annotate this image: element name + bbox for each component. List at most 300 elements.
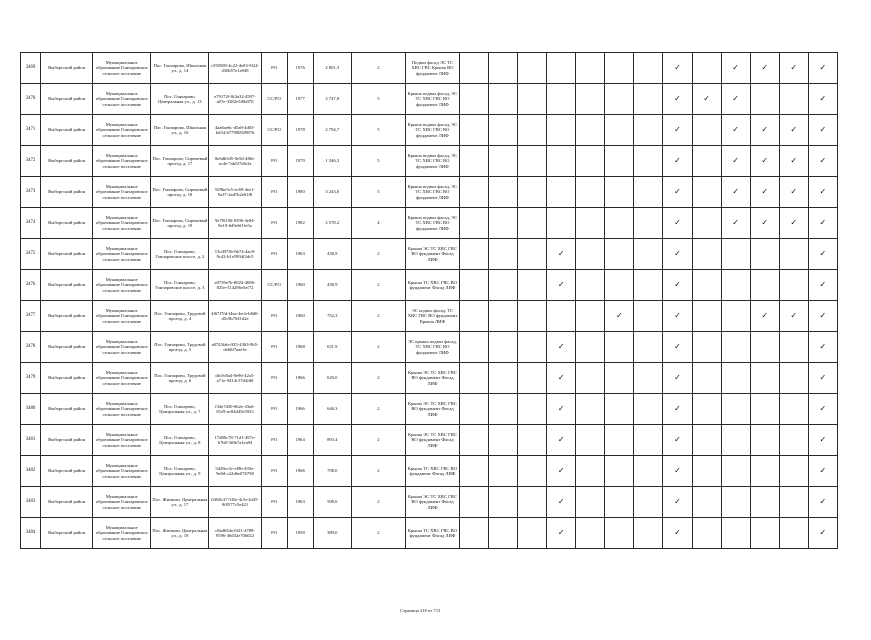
year-cell: 1979 xyxy=(287,146,313,177)
checkmark-cell xyxy=(518,115,547,146)
works-cell: Крыша подвал фасад, ЭС ТС ХВС ГВС ВО фундамент ЛИФ xyxy=(405,146,459,177)
row-number: 3483 xyxy=(21,487,41,518)
checkmark-cell xyxy=(518,177,547,208)
ownership-type-cell: СС/РО xyxy=(261,270,287,301)
checkmark-cell xyxy=(779,456,808,487)
table-row xyxy=(21,394,838,425)
district-cell: Выборгский район xyxy=(41,456,93,487)
address-cell: Пос. Гончарово, Сиреневый проезд, д. 17 xyxy=(151,146,209,177)
checkmark-cell: ✓ xyxy=(808,363,837,394)
checkmark-cell xyxy=(750,239,779,270)
table-row xyxy=(21,363,838,394)
checkmark-cell xyxy=(721,518,750,549)
checkmark-cell xyxy=(692,146,721,177)
checkmark-cell: ✓ xyxy=(750,208,779,239)
checkmark-cell xyxy=(634,301,663,332)
building-id-cell: f2f60c37-3f5e-4c5e-b4f5-9f0577c5e421 xyxy=(209,487,261,518)
checkmark-cell: ✓ xyxy=(547,363,576,394)
checkmark-cell: ✓ xyxy=(779,53,808,84)
checkmark-cell: ✓ xyxy=(808,301,837,332)
municipality-cell: Муниципальное образование Гончаровское сельское поселение xyxy=(93,239,151,270)
building-id-cell: 5d29ec3c-ef9b-493e-9e0d-c22d6e076798 xyxy=(209,456,261,487)
checkmark-cell xyxy=(576,146,605,177)
building-id-cell: dfc0c8a4-0e96-42a5-a71e-9414c57d4fd8 xyxy=(209,363,261,394)
row-number: 3474 xyxy=(21,208,41,239)
checkmark-cell xyxy=(489,332,518,363)
checkmark-cell xyxy=(721,394,750,425)
ownership-type-cell: РО xyxy=(261,487,287,518)
checkmark-cell xyxy=(518,239,547,270)
checkmark-cell: ✓ xyxy=(750,177,779,208)
checkmark-cell xyxy=(634,146,663,177)
row-number: 3482 xyxy=(21,456,41,487)
ownership-type-cell: РО xyxy=(261,332,287,363)
checkmark-cell: ✓ xyxy=(808,115,837,146)
checkmark-cell: ✓ xyxy=(721,177,750,208)
address-cell: Пос. Гончарово, Центральная ул., д. 13 xyxy=(151,84,209,115)
floors-cell: 5 xyxy=(351,84,405,115)
checkmark-cell xyxy=(576,425,605,456)
building-id-cell: 17d00c78-71d1-497e-b7b0-3f6b7a1ea94 xyxy=(209,425,261,456)
year-cell: 1976 xyxy=(287,53,313,84)
ownership-type-cell: СС/РО xyxy=(261,84,287,115)
checkmark-cell: ✓ xyxy=(547,487,576,518)
checkmark-cell xyxy=(576,53,605,84)
checkmark-cell xyxy=(779,239,808,270)
district-cell: Выборгский район xyxy=(41,425,93,456)
checkmark-cell xyxy=(576,456,605,487)
district-cell: Выборгский район xyxy=(41,518,93,549)
district-cell: Выборгский район xyxy=(41,363,93,394)
area-cell: 2 578,2 xyxy=(313,208,351,239)
checkmark-cell xyxy=(576,177,605,208)
checkmark-cell xyxy=(489,487,518,518)
checkmark-cell: ✓ xyxy=(547,518,576,549)
checkmark-cell xyxy=(634,332,663,363)
checkmark-cell xyxy=(750,456,779,487)
building-id-cell: e0759e7b-8024-4696-825e-514296e5ef72 xyxy=(209,270,261,301)
checkmark-cell xyxy=(460,208,489,239)
checkmark-cell xyxy=(605,487,634,518)
district-cell: Выборгский район xyxy=(41,394,93,425)
municipality-cell: Муниципальное образование Гончаровское сельское поселение xyxy=(93,332,151,363)
checkmark-cell: ✓ xyxy=(663,518,692,549)
checkmark-cell xyxy=(750,394,779,425)
row-number: 3469 xyxy=(21,53,41,84)
checkmark-cell: ✓ xyxy=(779,301,808,332)
district-cell: Выборгский район xyxy=(41,332,93,363)
area-cell: 438,9 xyxy=(313,239,351,270)
ownership-type-cell: РО xyxy=(261,456,287,487)
checkmark-cell xyxy=(692,456,721,487)
checkmark-cell: ✓ xyxy=(808,208,837,239)
checkmark-cell xyxy=(489,115,518,146)
year-cell: 1960 xyxy=(287,301,313,332)
municipality-cell: Муниципальное образование Гончаровское сельское поселение xyxy=(93,363,151,394)
municipality-cell: Муниципальное образование Гончаровское сельское поселение xyxy=(93,177,151,208)
checkmark-cell xyxy=(750,425,779,456)
works-cell: Крыша ЭС ТС ХВС ГВС ВО фундамент Фасад ЛИФ xyxy=(405,425,459,456)
checkmark-cell: ✓ xyxy=(605,301,634,332)
checkmark-cell xyxy=(605,84,634,115)
checkmark-cell xyxy=(489,518,518,549)
checkmark-cell xyxy=(692,332,721,363)
checkmark-cell xyxy=(518,301,547,332)
municipality-cell: Муниципальное образование Гончаровское сельское поселение xyxy=(93,84,151,115)
row-number: 3477 xyxy=(21,301,41,332)
municipality-cell: Муниципальное образование Гончаровское сельское поселение xyxy=(93,270,151,301)
row-number: 3481 xyxy=(21,425,41,456)
works-cell: Крыша ТС ХВС ГВС ВО фундамент Фасад ЛИФ xyxy=(405,270,459,301)
district-cell: Выборгский район xyxy=(41,487,93,518)
checkmark-cell xyxy=(576,518,605,549)
floors-cell: 2 xyxy=(351,332,405,363)
checkmark-cell xyxy=(692,363,721,394)
checkmark-cell xyxy=(634,425,663,456)
checkmark-cell: ✓ xyxy=(721,115,750,146)
row-number: 3484 xyxy=(21,518,41,549)
checkmark-cell: ✓ xyxy=(663,239,692,270)
area-cell: 389,0 xyxy=(313,518,351,549)
checkmark-cell xyxy=(489,363,518,394)
checkmark-cell: ✓ xyxy=(721,84,750,115)
floors-cell: 2 xyxy=(351,518,405,549)
checkmark-cell xyxy=(547,53,576,84)
checkmark-cell: ✓ xyxy=(779,177,808,208)
municipality-cell: Муниципальное образование Гончаровское сельское поселение xyxy=(93,394,151,425)
checkmark-cell xyxy=(460,301,489,332)
address-cell: Пос. Житково, Центральная ул., д. 18 xyxy=(151,518,209,549)
checkmark-cell xyxy=(460,115,489,146)
checkmark-cell xyxy=(460,363,489,394)
checkmark-cell xyxy=(460,332,489,363)
checkmark-cell: ✓ xyxy=(808,425,837,456)
checkmark-cell: ✓ xyxy=(808,239,837,270)
checkmark-cell: ✓ xyxy=(663,270,692,301)
checkmark-cell: ✓ xyxy=(663,146,692,177)
area-cell: 2 794,7 xyxy=(313,115,351,146)
ownership-type-cell: РО xyxy=(261,301,287,332)
floors-cell: 2 xyxy=(351,270,405,301)
checkmark-cell xyxy=(779,84,808,115)
checkmark-cell xyxy=(634,270,663,301)
year-cell: 1966 xyxy=(287,394,313,425)
checkmark-cell xyxy=(605,239,634,270)
ownership-type-cell: РО xyxy=(261,518,287,549)
area-cell: 893,4 xyxy=(313,425,351,456)
checkmark-cell xyxy=(460,487,489,518)
ownership-type-cell: РО xyxy=(261,208,287,239)
area-cell: 438,9 xyxy=(313,270,351,301)
checkmark-cell xyxy=(605,425,634,456)
table-row xyxy=(21,146,838,177)
checkmark-cell: ✓ xyxy=(808,177,837,208)
checkmark-cell xyxy=(460,394,489,425)
building-id-cell: e79172f-0f4a32-4597-a07e-3382e5f0b070 xyxy=(209,84,261,115)
area-cell: 798,0 xyxy=(313,456,351,487)
checkmark-cell xyxy=(750,518,779,549)
municipality-cell: Муниципальное образование Гончаровское сельское поселение xyxy=(93,456,151,487)
checkmark-cell xyxy=(634,239,663,270)
checkmark-cell xyxy=(605,270,634,301)
area-cell: 2 801,3 xyxy=(313,53,351,84)
checkmark-cell xyxy=(779,363,808,394)
checkmark-cell xyxy=(489,456,518,487)
checkmark-cell xyxy=(692,270,721,301)
checkmark-cell: ✓ xyxy=(692,84,721,115)
ownership-type-cell: РО xyxy=(261,425,287,456)
checkmark-cell xyxy=(721,363,750,394)
municipality-cell: Муниципальное образование Гончаровское сельское поселение xyxy=(93,208,151,239)
area-cell: 598,6 xyxy=(313,487,351,518)
checkmark-cell xyxy=(779,270,808,301)
checkmark-cell xyxy=(605,146,634,177)
building-id-cell: 4f67f7fd-f4ea-4ecb-b8d0-d5c9b7041d2e xyxy=(209,301,261,332)
checkmark-cell xyxy=(692,53,721,84)
table-row xyxy=(21,53,838,84)
checkmark-cell xyxy=(460,239,489,270)
checkmark-cell xyxy=(750,487,779,518)
checkmark-cell xyxy=(692,208,721,239)
checkmark-cell xyxy=(460,425,489,456)
checkmark-cell xyxy=(518,363,547,394)
checkmark-cell: ✓ xyxy=(663,115,692,146)
checkmark-cell xyxy=(547,115,576,146)
checkmark-cell: ✓ xyxy=(663,208,692,239)
district-cell: Выборгский район xyxy=(41,270,93,301)
checkmark-cell xyxy=(721,425,750,456)
checkmark-cell xyxy=(721,332,750,363)
checkmark-cell xyxy=(576,363,605,394)
checkmark-cell: ✓ xyxy=(808,456,837,487)
checkmark-cell: ✓ xyxy=(779,146,808,177)
checkmark-cell xyxy=(489,84,518,115)
checkmark-cell xyxy=(489,301,518,332)
checkmark-cell xyxy=(460,53,489,84)
checkmark-cell xyxy=(489,239,518,270)
year-cell: 1982 xyxy=(287,208,313,239)
floors-cell: 2 xyxy=(351,487,405,518)
table-row xyxy=(21,84,838,115)
checkmark-cell: ✓ xyxy=(808,84,837,115)
checkmark-cell xyxy=(634,363,663,394)
ownership-type-cell: РО xyxy=(261,53,287,84)
address-cell: Пос. Житково, Центральная ул., д. 17 xyxy=(151,487,209,518)
address-cell: Пос. Гончарово, Центральная ул., д. 8 xyxy=(151,425,209,456)
checkmark-cell xyxy=(547,146,576,177)
checkmark-cell xyxy=(692,394,721,425)
checkmark-cell xyxy=(518,53,547,84)
checkmark-cell xyxy=(721,487,750,518)
checkmark-cell xyxy=(576,394,605,425)
ownership-type-cell: СС/РО xyxy=(261,115,287,146)
table-row xyxy=(21,239,838,270)
municipality-cell: Муниципальное образование Гончаровское сельское поселение xyxy=(93,146,151,177)
area-cell: 629,0 xyxy=(313,363,351,394)
district-cell: Выборгский район xyxy=(41,84,93,115)
checkmark-cell xyxy=(518,518,547,549)
checkmark-cell xyxy=(634,115,663,146)
checkmark-cell xyxy=(518,208,547,239)
district-cell: Выборгский район xyxy=(41,146,93,177)
floors-cell: 2 xyxy=(351,394,405,425)
checkmark-cell: ✓ xyxy=(547,270,576,301)
floors-cell: 2 xyxy=(351,239,405,270)
checkmark-cell xyxy=(721,301,750,332)
checkmark-cell: ✓ xyxy=(750,146,779,177)
year-cell: 1966 xyxy=(287,363,313,394)
row-number: 3479 xyxy=(21,363,41,394)
building-id-cell: c558508-4c22-4e03-9f24-430b57e1a948 xyxy=(209,53,261,84)
checkmark-cell xyxy=(605,177,634,208)
checkmark-cell: ✓ xyxy=(721,208,750,239)
area-cell: 2 747,8 xyxy=(313,84,351,115)
checkmark-cell xyxy=(634,177,663,208)
area-cell: 646,3 xyxy=(313,394,351,425)
table-row xyxy=(21,115,838,146)
checkmark-cell xyxy=(692,518,721,549)
building-id-cell: 929be5c5-ec69-4ee1-9a37-2ad7b2e61f8 xyxy=(209,177,261,208)
checkmark-cell xyxy=(779,518,808,549)
checkmark-cell: ✓ xyxy=(547,239,576,270)
works-cell: Крыша ЭС ТС ХВС ГВС ВО фундамент Фасад ЛИФ xyxy=(405,239,459,270)
table-row xyxy=(21,177,838,208)
checkmark-cell: ✓ xyxy=(663,425,692,456)
district-cell: Выборгский район xyxy=(41,115,93,146)
ownership-type-cell: РО xyxy=(261,363,287,394)
table-row xyxy=(21,332,838,363)
checkmark-cell: ✓ xyxy=(808,518,837,549)
checkmark-cell xyxy=(634,456,663,487)
checkmark-cell xyxy=(692,487,721,518)
row-number: 3476 xyxy=(21,270,41,301)
checkmark-cell xyxy=(779,394,808,425)
checkmark-cell: ✓ xyxy=(808,394,837,425)
checkmark-cell xyxy=(721,270,750,301)
page-footer: Страница 218 из 713 xyxy=(400,608,441,613)
checkmark-cell: ✓ xyxy=(808,146,837,177)
checkmark-cell xyxy=(779,487,808,518)
checkmark-cell xyxy=(634,487,663,518)
checkmark-cell xyxy=(518,146,547,177)
table-row xyxy=(21,487,838,518)
checkmark-cell: ✓ xyxy=(779,208,808,239)
checkmark-cell xyxy=(576,115,605,146)
checkmark-cell xyxy=(692,177,721,208)
checkmark-cell: ✓ xyxy=(663,487,692,518)
building-id-cell: 4aa6ae6c-d5a8-4d05-bd34-b7790092987b xyxy=(209,115,261,146)
floors-cell: 2 xyxy=(351,456,405,487)
checkmark-cell xyxy=(605,363,634,394)
municipality-cell: Муниципальное образование Гончаровское сельское поселение xyxy=(93,518,151,549)
municipality-cell: Муниципальное образование Гончаровское сельское поселение xyxy=(93,487,151,518)
building-id-cell: a0743fab-ff25-4363-9b5-deb0f7aae3e xyxy=(209,332,261,363)
address-cell: Пос. Гончарово, Школьная ул., д. 14 xyxy=(151,53,209,84)
checkmark-cell xyxy=(576,208,605,239)
register-sheet xyxy=(20,52,838,549)
checkmark-cell: ✓ xyxy=(663,332,692,363)
checkmark-cell xyxy=(576,301,605,332)
row-number: 3478 xyxy=(21,332,41,363)
checkmark-cell xyxy=(460,177,489,208)
municipality-cell: Муниципальное образование Гончаровское сельское поселение xyxy=(93,53,151,84)
ownership-type-cell: РО xyxy=(261,177,287,208)
checkmark-cell: ✓ xyxy=(663,363,692,394)
checkmark-cell xyxy=(692,115,721,146)
checkmark-cell xyxy=(489,208,518,239)
checkmark-cell xyxy=(605,518,634,549)
checkmark-cell xyxy=(576,332,605,363)
checkmark-cell xyxy=(518,487,547,518)
year-cell: 1963 xyxy=(287,239,313,270)
checkmark-cell xyxy=(721,456,750,487)
checkmark-cell xyxy=(460,270,489,301)
checkmark-cell xyxy=(576,487,605,518)
year-cell: 1963 xyxy=(287,487,313,518)
works-cell: Крыша подвал фасад, ЭС ТС ХВС ГВС ВО фундамент ЛИФ xyxy=(405,177,459,208)
checkmark-cell xyxy=(518,332,547,363)
ownership-type-cell: РО xyxy=(261,394,287,425)
checkmark-cell xyxy=(779,425,808,456)
checkmark-cell xyxy=(605,208,634,239)
row-number: 3470 xyxy=(21,84,41,115)
checkmark-cell xyxy=(721,239,750,270)
floors-cell: 5 xyxy=(351,146,405,177)
year-cell: 1977 xyxy=(287,84,313,115)
floors-cell: 2 xyxy=(351,301,405,332)
address-cell: Пос. Гончарово, Центральная ул., д. 7 xyxy=(151,394,209,425)
checkmark-cell xyxy=(605,456,634,487)
checkmark-cell: ✓ xyxy=(663,177,692,208)
checkmark-cell xyxy=(750,363,779,394)
building-id-cell: 8e6db5d5-0e5d-4f6b-ac4e-7ab5f7dfe2a xyxy=(209,146,261,177)
year-cell: 1958 xyxy=(287,518,313,549)
checkmark-cell: ✓ xyxy=(547,332,576,363)
works-cell: Крыша ТС ХВС ГВС ВО фундамент Фасад ЛИФ xyxy=(405,518,459,549)
district-cell: Выборгский район xyxy=(41,53,93,84)
housing-register-table xyxy=(20,52,838,549)
district-cell: Выборгский район xyxy=(41,177,93,208)
row-number: 3473 xyxy=(21,177,41,208)
floors-cell: 5 xyxy=(351,115,405,146)
floors-cell: 2 xyxy=(351,363,405,394)
checkmark-cell: ✓ xyxy=(721,53,750,84)
floors-cell: 2 xyxy=(351,425,405,456)
checkmark-cell xyxy=(547,177,576,208)
address-cell: Пос. Гончарово, Трудовой проезд, д. 6 xyxy=(151,363,209,394)
checkmark-cell xyxy=(489,146,518,177)
municipality-cell: Муниципальное образование Гончаровское сельское поселение xyxy=(93,425,151,456)
checkmark-cell xyxy=(692,425,721,456)
area-cell: 1 346,3 xyxy=(313,146,351,177)
table-row xyxy=(21,456,838,487)
checkmark-cell xyxy=(547,84,576,115)
municipality-cell: Муниципальное образование Гончаровское сельское поселение xyxy=(93,301,151,332)
address-cell: Пос. Гончарово, Трудовой проезд, д. 5 xyxy=(151,332,209,363)
building-id-cell: 13cd973b-6b74-4ac8-9c42-b1e5994f2dc5 xyxy=(209,239,261,270)
table-row xyxy=(21,425,838,456)
address-cell: Пос. Гончарово, Школьная ул., д. 16 xyxy=(151,115,209,146)
address-cell: Пос. Гончарово, Трудовой проезд, д. 4 xyxy=(151,301,209,332)
works-cell: Крыша подвал фасад, ЭС ТС ХВС ГВС ВО фундамент ЛИФ xyxy=(405,115,459,146)
checkmark-cell: ✓ xyxy=(808,270,837,301)
address-cell: Пос. Гончарово, Гончаровское шоссе, д. 2 xyxy=(151,239,209,270)
year-cell: 1968 xyxy=(287,332,313,363)
checkmark-cell xyxy=(605,332,634,363)
area-cell: 752,3 xyxy=(313,301,351,332)
row-number: 3471 xyxy=(21,115,41,146)
year-cell: 1980 xyxy=(287,177,313,208)
